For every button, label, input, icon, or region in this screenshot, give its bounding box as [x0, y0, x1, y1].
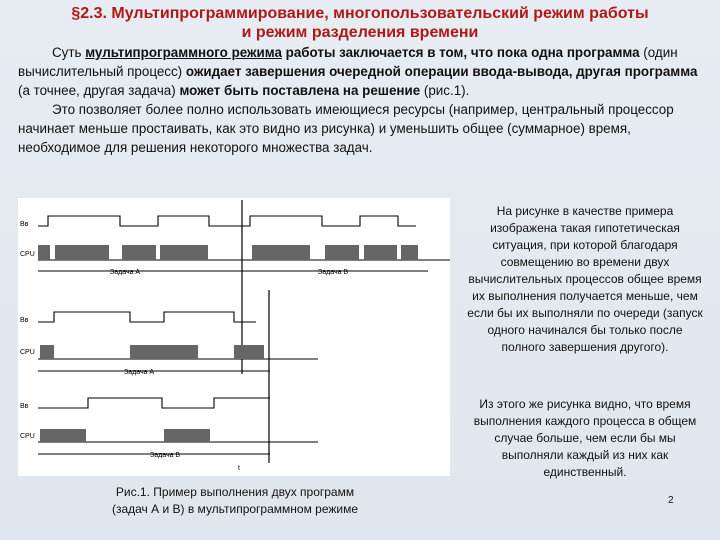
p1-text-f: может быть поставлена на решение: [179, 83, 421, 98]
intro-paragraph-2: Это позволяет более полно использовать имеющиеся ресурсы (например, центральный процессор начинает меньше простаивать, как это видно из рисунка) и уменьшить общее (суммарное) время, необходимое для решения некоторого множества задач.: [18, 102, 674, 155]
panel1-cpu-label: CPU: [20, 251, 35, 258]
page-number: 2: [668, 495, 674, 506]
panel1-cpu-block-a3: [252, 245, 310, 260]
side-text-2: Из этого же рисунка видно, что время выполнения каждого процесса в общем случае больше, чем если бы мы выполняли каждый из них как единственный.: [473, 397, 697, 479]
panel1-io-label: Вв: [20, 221, 29, 228]
panel1-task-a-label: Задача А: [110, 269, 141, 276]
panel1-task-b-label: Задача В: [318, 269, 349, 276]
p1-text-d: ожидает завершения очередной операции ввода-вывода, другая программа: [185, 64, 698, 79]
panel2-cpu-block-2: [130, 345, 198, 359]
panel1-cpu-block-a1: [38, 245, 50, 260]
panel2-cpu-block-1: [40, 345, 54, 359]
panel1-cpu-block-a4: [364, 245, 397, 260]
panel3-io-label: Вв: [20, 403, 29, 410]
timing-diagram: [18, 198, 450, 476]
panel1-cpu-block-b3: [325, 245, 359, 260]
figure-caption: [80, 484, 390, 518]
p1-text-b: работы заключается в том, что пока одна программа: [281, 45, 640, 60]
panel1-io-line: [38, 216, 416, 226]
intro-text: [18, 43, 710, 157]
panel2-io-label: Вв: [20, 317, 29, 324]
slide-title: [0, 4, 720, 42]
panel3-task-b-label: Задача В: [150, 452, 181, 459]
caption-line-2: (задач А и В) в мультипрограммном режиме: [111, 502, 359, 516]
panel3-cpu-block-2: [164, 429, 210, 442]
panel3-cpu-label: CPU: [20, 433, 35, 440]
p1-text-g: (рис.1).: [420, 83, 470, 98]
panel2-cpu-label: CPU: [20, 349, 35, 356]
p1-text-e: (а точнее, другая задача): [18, 83, 180, 98]
panel1-cpu-block-a2: [122, 245, 156, 260]
panel1-cpu-block-b4: [401, 245, 418, 260]
p1-text-c: (один вычислительный процесс): [18, 45, 678, 79]
p1-term: мультипрограммного режима: [85, 45, 282, 60]
panel2-task-a-label: Задача А: [124, 369, 155, 376]
intro-paragraph-1: [18, 43, 710, 100]
panel1-cpu-block-b1: [55, 245, 109, 260]
caption-line-1: Рис.1. Пример выполнения двух программ: [115, 485, 355, 499]
title-line-2: и режим разделения времени: [241, 24, 479, 41]
title-line-1: §2.3. Мультипрограммирование, многопользовательский режим работы: [71, 5, 649, 22]
panel1-cpu-block-b2: [160, 245, 208, 260]
panel3-io-line: [38, 398, 270, 408]
panel2-cpu-block-3: [234, 345, 264, 359]
p1-text-a: Суть: [52, 45, 86, 60]
side-text-1: На рисунке в качестве примера изображена такая гипотетическая ситуация, при которой благодаря совмещению во времени двух вычислительных процессов общее время их выполнения получается меньше, чем если бы их выполняли по очереди (запуск одного начинался бы только после полного завершения другого).: [467, 204, 703, 354]
panel3-cpu-block-1: [40, 429, 86, 442]
panel2-io-line: [38, 312, 256, 322]
timing-diagram-svg: [18, 198, 450, 476]
time-axis-t-label: t: [238, 465, 240, 472]
